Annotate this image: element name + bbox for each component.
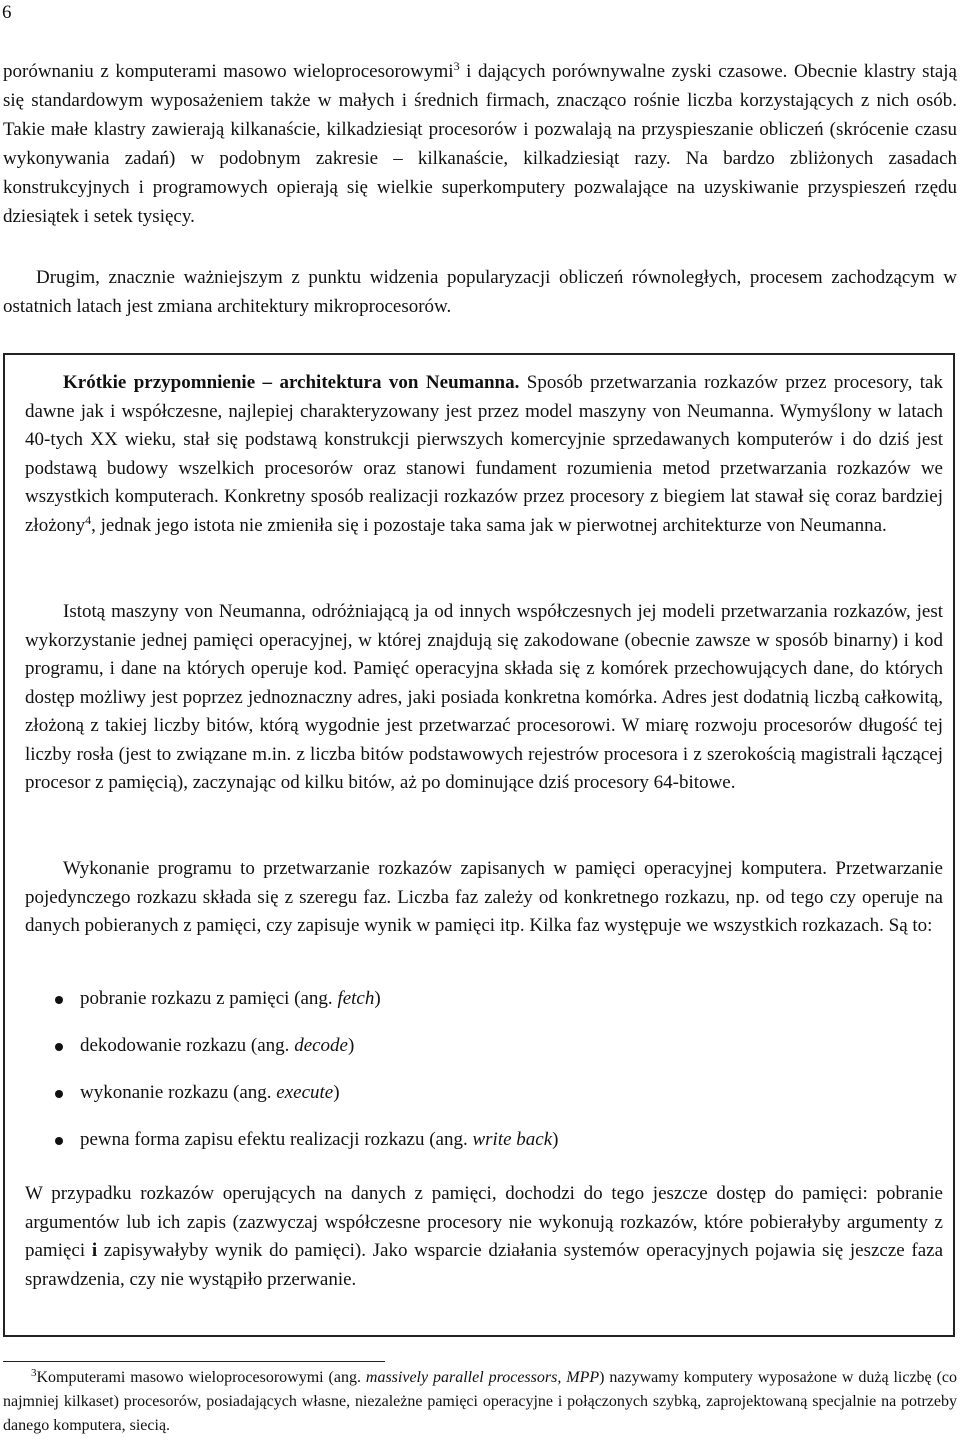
footnote-ref-3[interactable]: 3: [453, 59, 460, 73]
footnote-marker: 3: [31, 1367, 37, 1379]
intro-paragraph-1: [3, 57, 957, 231]
bullet-icon: [55, 996, 63, 1004]
bullet-icon: [55, 1043, 63, 1051]
page-number: 6: [2, 2, 12, 23]
sidebar-box-von-neumann: [3, 353, 955, 1337]
box-heading: Krótkie przypomnienie – architektura von Neumanna.: [63, 372, 520, 393]
footnote-term: massively parallel processors, MPP: [365, 1369, 600, 1386]
footnote-divider: [3, 1361, 385, 1362]
intro-text-b: i dających porównywalne zyski czasowe. Obecnie klastry stają się standardowym wyposażeniem także w małych i średnich firmach, znacząco rośnie liczba korzystających z nich osób. Takie małe klastry zawierają kilkanaście, kilkadziesiąt procesorów i pozwalają na przyspieszanie obliczeń (skrócenie czasu wykonywania zadań) w podobnym zakresie – kilkanaście, kilkadziesiąt razy. Na bardzo zbliżonych zasadach konstrukcyjnych i programowych opierają się wielkie superkomputery pozwalające na uzyskiwanie przyspieszeń rzędu dziesiątek i setek tysięcy.: [3, 61, 957, 227]
box-paragraph-4: W przypadku rozkazów operujących na danych z pamięci, dochodzi do tego jeszcze dostęp do pamięci: pobranie argumentów lub ich zapis (zazwyczaj współczesne procesory nie wykonują rozkazów, które pobierałyby argumenty z pamięci i zapisywałyby wynik do pamięci). Jako wsparcie działania systemów operacyjnych pojawia się jeszcze faza sprawdzenia, czy nie wystąpiło przerwanie.: [25, 1183, 943, 1290]
intro-text-a: porównaniu z komputerami masowo wieloprocesorowymi: [3, 61, 454, 82]
emphasis-and: i: [91, 1240, 98, 1261]
bullet-icon: [55, 1137, 63, 1145]
box-p1-text-a: Sposób przetwarzania rozkazów przez procesory, tak dawne jak i współczesne, najlepiej charakteryzowany jest przez model maszyny von Neumanna. Wymyślony w latach 40-tych XX wieku, stał się podstawą konstrukcji pierwszych komercyjnie sprzedawanych komputerów i do dziś jest podstawą budowy wszelkich procesorów oraz stanowi fundament rozumienia metod przetwarzania rozkazów we wszystkich komputerach. Konkretny sposób realizacji rozkazów przez procesory z biegiem lat stawał się coraz bardziej złożony: [25, 372, 943, 536]
box-paragraph-2: Istotą maszyny von Neumanna, odróżniającą ja od innych współczesnych jej modeli przetwarzania rozkazów, jest wykorzystanie jednej pamięci operacyjnej, w której znajdują się zakodowane (obecnie zawsze w sposób binarny) i kod programu, i dane na których operuje kod. Pamięć operacyjna składa się z komórek przechowujących dane, do których dostęp możliwy jest poprzez jednoznaczny adres, jaki posiada konkretna komórka. Adres jest dodatnią liczbą całkowitą, złożoną z takiej liczby bitów, którą wygodnie jest przetwarzać procesorowi. W miarę rozwoju procesorów długość tej liczby rosła (jest to związane m.in. z liczba bitów podstawowych rejestrów procesora i z szerokością magistrali łączącej procesor z pamięcią), zaczynając od kilku bitów, aż po dominujące dziś procesory 64-bitowe.: [25, 601, 943, 793]
list-item: wykonanie rozkazu (ang. execute): [55, 1079, 558, 1126]
box-paragraph-1: [25, 369, 943, 540]
english-term: write back: [472, 1129, 553, 1150]
phase-list: [55, 985, 558, 1173]
english-term: decode: [294, 1035, 348, 1056]
list-item: pewna forma zapisu efektu realizacji rozkazu (ang. write back): [55, 1126, 558, 1173]
english-term: fetch: [337, 988, 375, 1009]
intro-paragraph-2: Drugim, znacznie ważniejszym z punktu widzenia popularyzacji obliczeń równoległych, procesem zachodzącym w ostatnich latach jest zmiana architektury mikroprocesorów.: [3, 267, 957, 317]
footnote-ref-4[interactable]: 4: [85, 512, 92, 527]
list-item: pobranie rozkazu z pamięci (ang. fetch): [55, 985, 558, 1032]
box-p1-text-b: , jednak jego istota nie zmieniła się i pozostaje taka sama jak w pierwotnej architekturze von Neumanna.: [91, 514, 887, 536]
box-paragraph-3: Wykonanie programu to przetwarzanie rozkazów zapisanych w pamięci operacyjnej komputera. Przetwarzanie pojedynczego rozkazu składa się z szeregu faz. Liczba faz zależy od konkretnego rozkazu, np. od tego czy operuje na danych pobieranych z pamięci, czy zapisuje wynik w pamięci itp. Kilka faz występuje we wszystkich rozkazach. Są to:: [25, 858, 943, 936]
english-term: execute: [276, 1082, 334, 1103]
bullet-icon: [55, 1090, 63, 1098]
footnote-3: $^3$Komputerami masowo wieloprocesorowymi (ang. massively parallel processors, MPP) nazywamy komputery wyposażone w dużą liczbę (co najmniej kilkaset) procesorów, posiadających własne, niezależne pamięci operacyjne i połączonych szybką, zaprojektowaną specjalnie na potrzeby danego komputera, siecią.: [3, 1367, 958, 1434]
list-item: dekodowanie rozkazu (ang. decode): [55, 1032, 558, 1079]
